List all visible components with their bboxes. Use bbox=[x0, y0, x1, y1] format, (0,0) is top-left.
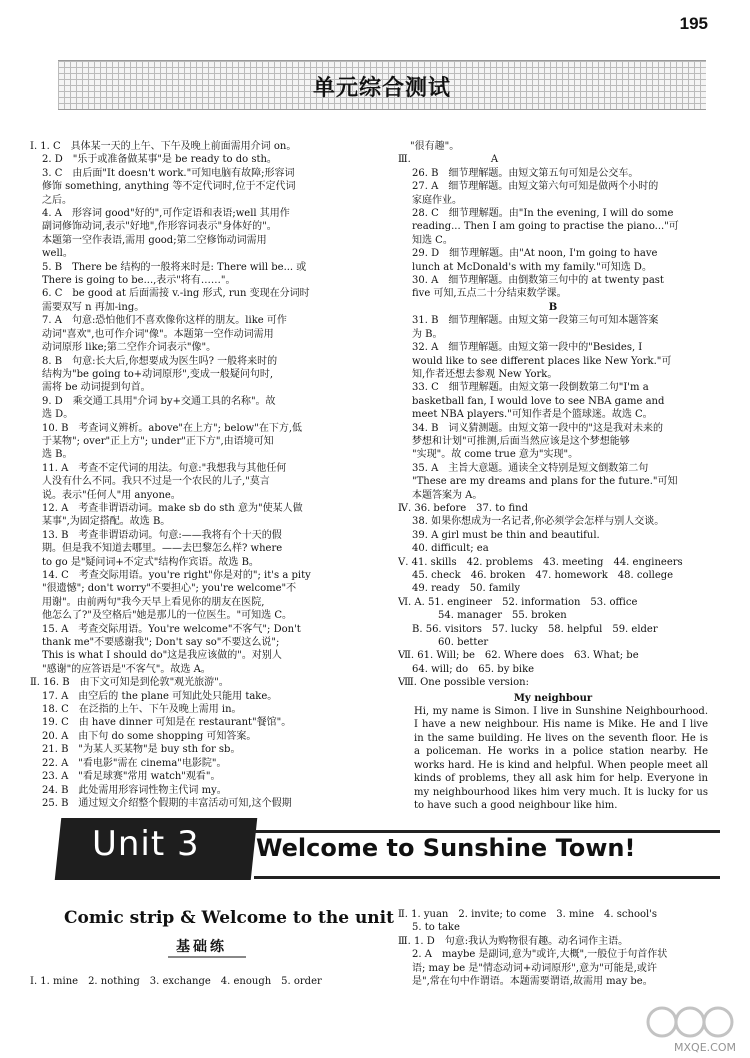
answer-line: five 可知,五点二十分结束数学课。 bbox=[412, 288, 567, 300]
unit-header bbox=[40, 818, 720, 884]
answer-line: 34. B 词义猜测题。由短文第一段中的"这是我对未来的 bbox=[412, 422, 664, 434]
answer-line: 选 D。 bbox=[42, 409, 74, 421]
answer-line: B bbox=[548, 301, 558, 313]
answer-line: 14. C 考查交际用语。you're right"你是对的"; it's a pity bbox=[42, 570, 311, 581]
answer-line: Ⅱ. 16. B 由下文可知是到伦敦"观光旅游"。 bbox=[30, 677, 229, 689]
section-banner bbox=[58, 60, 706, 110]
answer-line: 某事",为固定搭配。故选 B。 bbox=[42, 516, 171, 528]
sub-title: 基础练 bbox=[176, 939, 227, 955]
answer-line: 19. C 由 have dinner 可知是在 restaurant"餐馆"。 bbox=[42, 717, 292, 729]
answer-line: 于某物"; over"正上方"; under"正下方",由语境可知 bbox=[42, 435, 274, 447]
answer-line: 选 B。 bbox=[42, 449, 73, 461]
answer-line: 4. A 形容词 good"好的",可作定语和表语;well 其用作 bbox=[42, 208, 290, 220]
page-number: 195 bbox=[679, 14, 708, 33]
answer-line: 本题答案为 A。 bbox=[412, 489, 483, 501]
answer-line: 25. B 通过短文介绍整个假期的丰富活动可知,这个假期 bbox=[42, 797, 292, 809]
answer-line: There is going to be...,表示"将有……"。 bbox=[42, 275, 236, 287]
answer-line: 梦想和计划"可推测,后面当然应该是这个梦想能够 bbox=[412, 435, 630, 447]
answer-line: 之后。 bbox=[42, 194, 72, 206]
answer-line: "实现"。故 come true 意为"实现"。 bbox=[412, 449, 579, 461]
answer-line: Ⅶ. 61. Will; be 62. Where does 63. What; be bbox=[398, 650, 639, 662]
unit-rule-top bbox=[254, 830, 720, 833]
answer-line: 64. will; do 65. by bike bbox=[412, 663, 535, 675]
answer-line: 13. B 考查非谓语动词。句意:——我将有个十天的假 bbox=[42, 529, 282, 541]
left-column bbox=[30, 140, 370, 810]
answer-line: well。 bbox=[42, 248, 73, 260]
answer-line: 他怎么了?"及空格后"她是那儿的一位医生。"可知选 C。 bbox=[42, 610, 292, 622]
answer-line: 动词原形 like;第二空作介词表示"像"。 bbox=[42, 342, 217, 354]
answer-line: 6. C be good at 后面需接 v.-ing 形式, run 变现在分词时 bbox=[42, 288, 310, 300]
answer-line: 17. A 由空后的 the plane 可知此处只能用 take。 bbox=[42, 690, 278, 702]
answer-line: 期。但是我不知道去哪里。——去巴黎怎么样? where bbox=[42, 543, 283, 555]
answer-line: 说。表示"任何人"用 anyone。 bbox=[42, 489, 181, 501]
answer-line: This is what I should do"这是我应该做的"。对别人 bbox=[42, 650, 282, 662]
answer-line: 8. B 句意:长大后,你想要成为医生吗? 一般将来时的 bbox=[42, 355, 278, 367]
answer-line: basketball fan, I would love to see NBA game and bbox=[412, 395, 665, 407]
answer-line: 18. C 在泛指的上午、下午及晚上需用 in。 bbox=[42, 704, 242, 716]
answer-line: 22. A "看电影"需在 cinema"电影院"。 bbox=[42, 757, 227, 769]
answer-line: "很遗憾"; don't worry"不要担心"; you're welcome"不 bbox=[42, 583, 297, 595]
answer-line: 40. difficult; ea bbox=[412, 543, 489, 555]
basic-exercise-answers: Ⅰ. 1. mine 2. nothing 3. exchange 4. enough 5. order bbox=[30, 976, 322, 987]
answer-line: 10. B 考查词义辨析。above"在上方"; below"在下方,低 bbox=[42, 422, 303, 434]
answer-line: to go 是"疑问词+不定式"结构作宾语。故选 B。 bbox=[42, 556, 259, 568]
answer-line: 3. C 由后面"It doesn't work."可知电脑有故障;形容词 bbox=[42, 167, 295, 179]
answer-line: 用谢"。由前两句"我今天早上看见你的朋友在医院, bbox=[42, 596, 265, 608]
section-title: Comic strip & Welcome to the unit bbox=[64, 908, 394, 928]
answer-line: 45. check 46. broken 47. homework 48. college bbox=[412, 570, 674, 581]
bottom-right-answers bbox=[398, 908, 708, 988]
answer-line: 动词"喜欢",也可作介词"像"。本题第一空作动词需用 bbox=[42, 328, 274, 340]
answer-line: 知选 C。 bbox=[412, 234, 453, 246]
watermark-text: MXQE.COM bbox=[674, 1041, 736, 1054]
answer-line: 5. to take bbox=[412, 922, 460, 934]
answer-line: "很有趣"。 bbox=[410, 141, 460, 152]
answer-line: 33. C 细节理解题。由短文第一段倒数第二句"I'm a bbox=[412, 382, 649, 394]
answer-line: meet NBA players."可知作者是个篮球迷。故选 C。 bbox=[412, 409, 653, 421]
answer-line: "These are my dreams and plans for the future."可知 bbox=[412, 476, 678, 488]
answer-line: reading... Then I am going to practise the piano..."可 bbox=[412, 221, 679, 233]
answer-line: 54. manager 55. broken bbox=[438, 610, 567, 622]
answer-line: 11. A 考查不定代词的用法。句意:"我想我与其他任何 bbox=[42, 462, 287, 474]
unit-rule-bottom bbox=[254, 876, 720, 879]
answer-line: Ⅲ. 1. D 句意:我认为购物很有趣。动名词作主语。 bbox=[398, 935, 629, 947]
answer-line: 38. 如果你想成为一名记者,你必须学会怎样与别人交谈。 bbox=[412, 516, 665, 528]
answer-line: 家庭作业。 bbox=[412, 194, 462, 206]
answer-line: "感谢"的应答语是"不客气"。故选 A。 bbox=[42, 663, 211, 675]
answer-line: 21. B "为某人买某物"是 buy sth for sb。 bbox=[42, 744, 241, 756]
banner-title: 单元综合测试 bbox=[312, 76, 451, 101]
answer-line: B. 56. visitors 57. lucky 58. helpful 59. elder bbox=[412, 623, 658, 635]
answer-line: 人没有什么不同。我只不过是一个农民的儿子,"莫言 bbox=[42, 476, 270, 488]
answer-line: 2. A maybe 是副词,意为"或许,大概",一般位于句首作状 bbox=[412, 949, 668, 961]
answer-line: 本题第一空作表语,需用 good;第二空修饰动词需用 bbox=[42, 234, 267, 246]
unit-label: Unit 3 bbox=[92, 824, 200, 864]
answer-line: 知,作者还想去参观 New York。 bbox=[412, 368, 558, 380]
answer-line: 31. B 细节理解题。由短文第一段第三句可知本题答案 bbox=[412, 315, 659, 327]
answer-line: 是",常在句中作谓语。本题需要谓语,故需用 may be。 bbox=[412, 976, 653, 988]
answer-line: 30. A 细节理解题。由倒数第三句中的 at twenty past bbox=[412, 275, 664, 287]
answer-line: thank me"不要感谢我"; Don't say so"不要这么说"; bbox=[42, 637, 280, 649]
answer-line: 9. D 乘交通工具用"介词 by+交通工具的名称"。故 bbox=[42, 395, 276, 407]
answer-line: 2. D "乐于或准备做某事"是 be ready to do sth。 bbox=[42, 154, 277, 166]
answer-line: 语; may be 是"情态动词+动词原形",意为"可能是,或许 bbox=[412, 962, 657, 974]
answer-line: 23. A "看足球赛"常用 watch"观看"。 bbox=[42, 771, 221, 783]
answer-line: 20. A 由下句 do some shopping 可知答案。 bbox=[42, 730, 257, 742]
unit-title: Welcome to Sunshine Town! bbox=[256, 834, 636, 862]
answer-line: Ⅲ. A bbox=[398, 154, 499, 166]
answer-line: Ⅱ. 1. yuan 2. invite; to come 3. mine 4. school's bbox=[398, 909, 658, 920]
answer-line: 12. A 考查非谓语动词。make sb do sth 意为"使某人做 bbox=[42, 502, 303, 514]
answer-line: 29. D 细节理解题。由"At noon, I'm going to have bbox=[412, 248, 658, 260]
answer-line: 修饰 something, anything 等不定代词时,位于不定代词 bbox=[42, 181, 296, 193]
sub-title-underline bbox=[168, 956, 246, 958]
answer-line: 15. A 考查交际用语。You're welcome"不客气"; Don't bbox=[42, 623, 301, 635]
answer-line: Ⅳ. 36. before 37. to find bbox=[398, 502, 528, 514]
answer-line: 60. better bbox=[438, 637, 489, 649]
answer-line: 5. B There be 结构的一般将来时是: There will be... 或 bbox=[42, 261, 307, 273]
answer-line: Ⅵ. A. 51. engineer 52. information 53. office bbox=[398, 596, 638, 608]
answer-line: 39. A girl must be thin and beautiful. bbox=[412, 529, 600, 541]
answer-line: 7. A 句意:恐怕他们不喜欢像你这样的朋友。like 可作 bbox=[42, 315, 287, 327]
right-column bbox=[398, 140, 708, 812]
answer-line: 27. A 细节理解题。由短文第六句可知是做两个小时的 bbox=[412, 181, 659, 193]
answer-line: Ⅷ. One possible version: bbox=[398, 677, 529, 689]
answer-line: 49. ready 50. family bbox=[412, 583, 521, 595]
answer-line: 副词修饰动词,表示"好地",作形容词表示"身体好的"。 bbox=[42, 221, 277, 233]
answer-line: Ⅰ. 1. C 具体某一天的上午、下午及晚上前面需用介词 on。 bbox=[30, 141, 297, 152]
answer-line: 需要双写 n 再加-ing。 bbox=[42, 301, 145, 313]
answer-line: 35. A 主旨大意题。通读全文特别是短文倒数第二句 bbox=[412, 462, 649, 474]
answer-line: 24. B 此处需用形容词性物主代词 my。 bbox=[42, 784, 227, 796]
answer-line: 需将 be 动词提到句首。 bbox=[42, 382, 151, 394]
answer-line: 32. A 细节理解题。由短文第一段中的"Besides, I bbox=[412, 342, 643, 354]
answer-line: 为 B。 bbox=[412, 328, 443, 340]
essay-text: Hi, my name is Simon. I live in Sunshine Neighbourhood. I have a new neighbour. His name is Mike. He and I live in the same building. He lives on the seventh floor. He is a policeman. He works in a police station nearby. He works hard. He is kind and helpful. When people meet all kinds of problems, they all ask him for help. Everyone in my neighbourhood likes him very much. It is lucky for us to have such a good neighbour like him. bbox=[414, 706, 708, 811]
answer-line: would like to see different places like New York."可 bbox=[412, 355, 672, 367]
answer-line: Ⅴ. 41. skills 42. problems 43. meeting 44. engineers bbox=[398, 556, 683, 568]
answer-line: 28. C 细节理解题。由"In the evening, I will do some bbox=[412, 208, 674, 220]
answer-line: 26. B 细节理解题。由短文第五句可知是公交车。 bbox=[412, 167, 639, 179]
answer-line: 结构为"be going to+动词原形",变成一般疑问句时, bbox=[42, 368, 274, 380]
answer-line: lunch at McDonald's with my family."可知选 D。 bbox=[412, 261, 652, 273]
essay-title: My neighbour bbox=[513, 692, 593, 704]
